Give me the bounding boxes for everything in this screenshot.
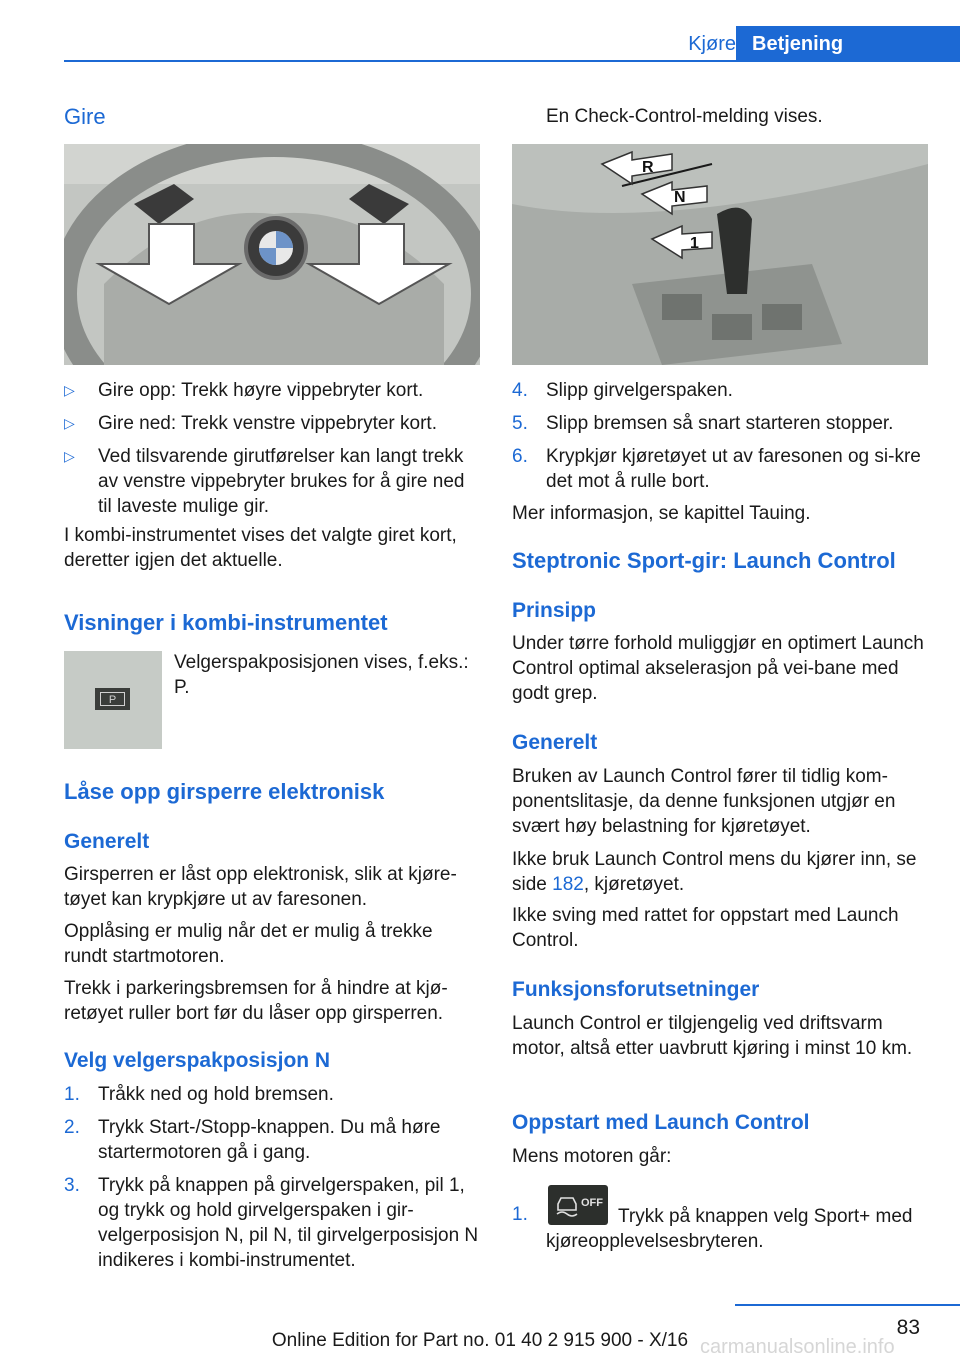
prinsipp-text: Under tørre forhold muliggjør en optimert Launch Control optimal akselerasjon på vei-bane med godt grep. bbox=[512, 633, 924, 704]
list-item: 4. Slipp girvelgerspaken. bbox=[512, 380, 733, 401]
visninger-text: Velgerspakposisjonen vises, f.eks.: P. bbox=[174, 652, 469, 698]
fig-label-r: R bbox=[642, 159, 654, 176]
lase-paragraph-1: Girsperren er låst opp elektronisk, slik at kjøre-tøyet kan krypkjøre ut av faresonen. bbox=[64, 864, 457, 910]
list-item: ▷ Ved tilsvarende girutførelser kan langt trekk av venstre vippebryter brukes for å gire ned til laveste mulige gir. bbox=[64, 446, 465, 517]
generelt-paragraph-2: Ikke bruk Launch Control mens du kjører inn, se side 182, kjøretøyet. bbox=[512, 849, 917, 895]
page-number: 83 bbox=[896, 1316, 920, 1339]
oppstart-step-number: 1. bbox=[512, 1204, 528, 1225]
generelt-paragraph-1: Bruken av Launch Control fører til tidlig kom-ponentslitasje, da denne funksjonen utgjør en svært høy belastning for kjøretøyet. bbox=[512, 766, 896, 837]
page-link[interactable]: 182 bbox=[552, 874, 584, 895]
check-control-text: En Check-Control-melding vises. bbox=[546, 106, 823, 127]
oppstart-title: Oppstart med Launch Control bbox=[512, 1111, 810, 1134]
list-item: 2. Trykk Start-/Stopp-knappen. Du må høre startermotoren gå i gang. bbox=[64, 1117, 441, 1163]
header-rule bbox=[64, 60, 960, 62]
lase-paragraph-2: Opplåsing er mulig når det er mulig å trekke rundt startmotoren. bbox=[64, 921, 433, 967]
display-p-figure bbox=[64, 651, 162, 749]
header-tab: Betjening bbox=[736, 26, 960, 62]
gire-title: Gire bbox=[64, 104, 106, 129]
funksjon-text: Launch Control er tilgjengelig ved driftsvarm motor, altså etter uavbrutt kjøring i minst 10 km. bbox=[512, 1013, 913, 1059]
list-item: ▷ Gire opp: Trekk høyre vippebryter kort. bbox=[64, 380, 424, 401]
gear-selector-figure bbox=[512, 144, 928, 365]
velg-title: Velg velgerspakposisjon N bbox=[64, 1049, 331, 1072]
off-label: OFF bbox=[581, 1197, 603, 1209]
velg-steps-list bbox=[64, 1082, 480, 1281]
right-steps-list bbox=[512, 378, 928, 502]
generelt-title: Generelt bbox=[512, 731, 598, 754]
gear-selector-illustration bbox=[512, 144, 928, 365]
funksjon-title: Funksjonsforutsetninger bbox=[512, 978, 760, 1001]
header-section: Kjøre bbox=[688, 33, 736, 55]
footer-rule bbox=[735, 1304, 960, 1306]
list-item: 6. Krypkjør kjøretøyet ut av faresonen og si-kre det mot å rulle bort. bbox=[512, 446, 921, 492]
list-item: 3. Trykk på knappen på girvelgerspaken, pil 1, og trykk og hold girvelgerspaken i gir-velgerposisjon N, pil N, til girvelgerposisjon N indikeres i kombi-instrumentet. bbox=[64, 1175, 479, 1271]
prinsipp-title: Prinsipp bbox=[512, 599, 597, 622]
oppstart-step-text: Trykk på knappen velg Sport+ med kjøreopplevelsesbryteren. bbox=[546, 1206, 913, 1252]
kombi-paragraph: I kombi-instrumentet vises det valgte giret kort, deretter igjen det aktuelle. bbox=[64, 525, 457, 571]
generelt-paragraph-3: Ikke sving med rattet for oppstart med Launch Control. bbox=[512, 905, 899, 951]
lase-generelt-title: Generelt bbox=[64, 830, 150, 853]
list-item: ▷ Gire ned: Trekk venstre vippebryter kort. bbox=[64, 413, 437, 434]
launch-control-title: Steptronic Sport-gir: Launch Control bbox=[512, 548, 896, 573]
list-item: 5. Slipp bremsen så snart starteren stopper. bbox=[512, 413, 894, 434]
lase-paragraph-3: Trekk i parkeringsbremsen for å hindre at kjø-retøyet ruller bort før du låser opp girsperren. bbox=[64, 978, 448, 1024]
footer-edition: Online Edition for Part no. 01 40 2 915 900 - X/16 bbox=[271, 1330, 689, 1351]
display-letter: P bbox=[100, 692, 125, 706]
steering-wheel-illustration bbox=[64, 144, 480, 365]
lase-title: Låse opp girsperre elektronisk bbox=[64, 779, 385, 804]
visninger-title: Visninger i kombi-instrumentet bbox=[64, 610, 388, 635]
gire-bullet-list bbox=[64, 378, 480, 527]
steering-wheel-figure bbox=[64, 144, 480, 365]
mer-info-text: Mer informasjon, se kapittel Tauing. bbox=[512, 503, 811, 524]
fig-label-n: N bbox=[674, 189, 686, 206]
list-item: 1. Tråkk ned og hold bremsen. bbox=[64, 1084, 334, 1105]
watermark: carmanualsonline.info bbox=[700, 1336, 895, 1358]
oppstart-text: Mens motoren går: bbox=[512, 1146, 672, 1167]
fig-label-1: 1 bbox=[690, 235, 699, 252]
